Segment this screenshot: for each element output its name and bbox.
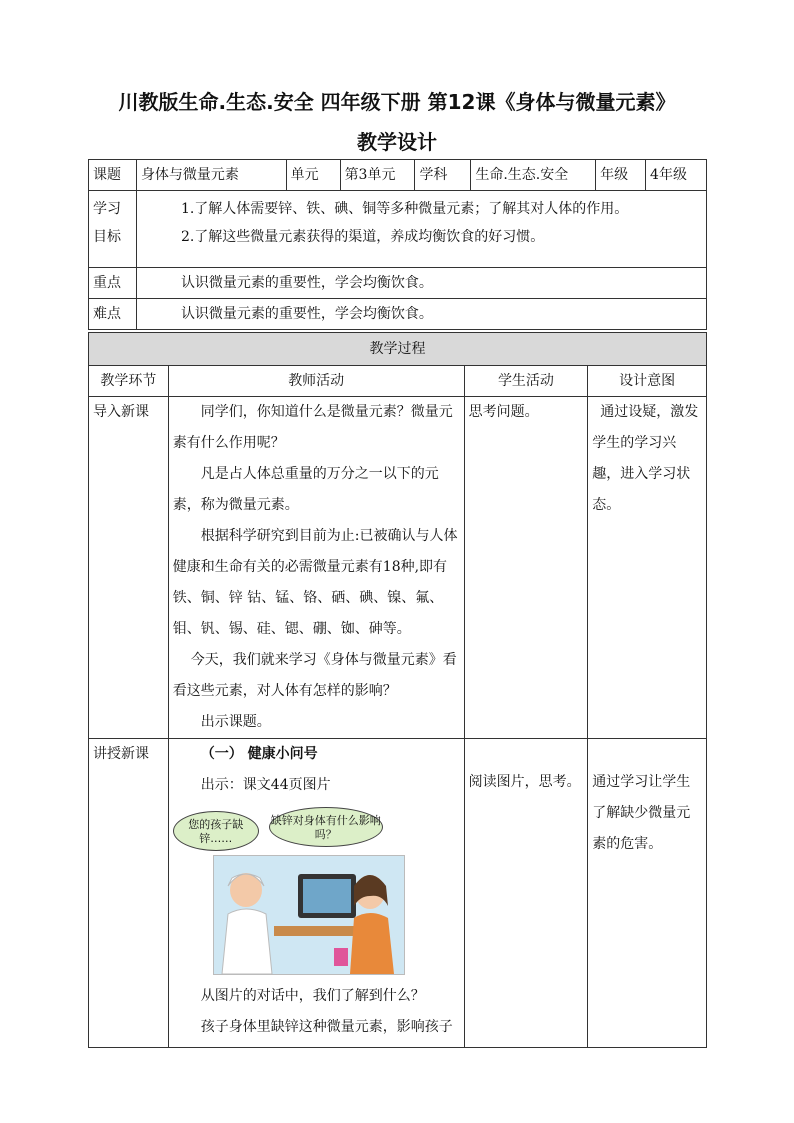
grade-value: 4年级 (646, 160, 707, 191)
process-table (88, 332, 707, 1048)
teacher-text: 凡是占人体总重量的万分之一以下的元素，称为微量元素。 (172, 466, 439, 513)
col-student: 学生活动 (464, 366, 588, 397)
key-value: 认识微量元素的重要性，学会均衡饮食。 (136, 268, 706, 299)
stage-new: 讲授新课 (89, 739, 169, 1048)
teacher-text: 出示：课文44页图片 (200, 777, 331, 793)
unit-label: 单元 (286, 160, 340, 191)
goal-item: 2.了解这些微量元素获得的渠道，养成均衡饮食的好习惯。 (180, 229, 545, 245)
teacher-text: 孩子身体里缺锌这种微量元素，影响孩子 (200, 1019, 453, 1035)
teacher-text: 从图片的对话中，我们了解到什么？ (200, 988, 425, 1004)
key-label: 重点 (89, 268, 137, 299)
intent-intro (588, 397, 707, 739)
intent-new (588, 739, 707, 1048)
unit-value: 第3单元 (340, 160, 415, 191)
clinic-scene-drawing (214, 856, 404, 974)
document-subtitle: 教学设计 (357, 130, 437, 154)
goals-label-line1: 学习 (93, 201, 121, 217)
col-stage: 教学环节 (89, 366, 169, 397)
student-activity-new: 阅读图片，思考。 (464, 739, 588, 1048)
difficult-value: 认识微量元素的重要性，学会均衡饮食。 (136, 299, 706, 330)
teacher-text: 今天，我们就来学习《身体与微量元素》看看这些元素，对人体有怎样的影响？ (172, 652, 457, 699)
goals-label-line2: 目标 (93, 229, 121, 245)
teacher-activity-new (168, 739, 464, 1048)
textbook-illustration (173, 805, 403, 975)
teacher-text: 根据科学研究到目前为止:已被确认与人体健康和生命有关的必需微量元素有18种,即有铁、铜、锌 钴、锰、铬、硒、碘、镍、氟、钼、钒、锡、硅、锶、硼、铷、砷等。 (172, 528, 458, 637)
stage-intro: 导入新课 (89, 397, 169, 739)
speech-bubble-right: 缺锌对身体有什么影响吗？ (269, 807, 383, 847)
section-heading: （一） 健康小问号 (200, 746, 318, 762)
speech-bubble-left: 您的孩子缺锌…… (173, 811, 259, 851)
col-teacher: 教师活动 (168, 366, 464, 397)
topic-label: 课题 (89, 160, 137, 191)
clinic-scene-image (213, 855, 405, 975)
process-section-title: 教学过程 (89, 333, 707, 366)
teacher-activity-intro (168, 397, 464, 739)
header-table (88, 159, 707, 330)
student-activity-intro: 思考问题。 (464, 397, 588, 739)
goals-label (89, 191, 137, 268)
difficult-label: 难点 (89, 299, 137, 330)
topic-value: 身体与微量元素 (136, 160, 286, 191)
teacher-text: 同学们，你知道什么是微量元素？微量元素有什么作用呢？ (172, 404, 453, 451)
grade-label: 年级 (596, 160, 646, 191)
teacher-text: 出示课题。 (200, 714, 271, 730)
intent-text: 通过设疑，激发学生的学习兴趣，进入学习状态。 (592, 404, 699, 513)
goal-item: 1.了解人体需要锌、铁、碘、铜等多种微量元素；了解其对人体的作用。 (180, 201, 629, 217)
subject-label: 学科 (415, 160, 471, 191)
document-title: 川教版生命.生态.安全 四年级下册 第12课《身体与微量元素》 (118, 90, 676, 114)
intent-text: 通过学习让学生了解缺少微量元素的危害。 (592, 774, 691, 852)
col-intent: 设计意图 (588, 366, 707, 397)
subject-value: 生命.生态.安全 (471, 160, 596, 191)
goals-content (136, 191, 706, 268)
